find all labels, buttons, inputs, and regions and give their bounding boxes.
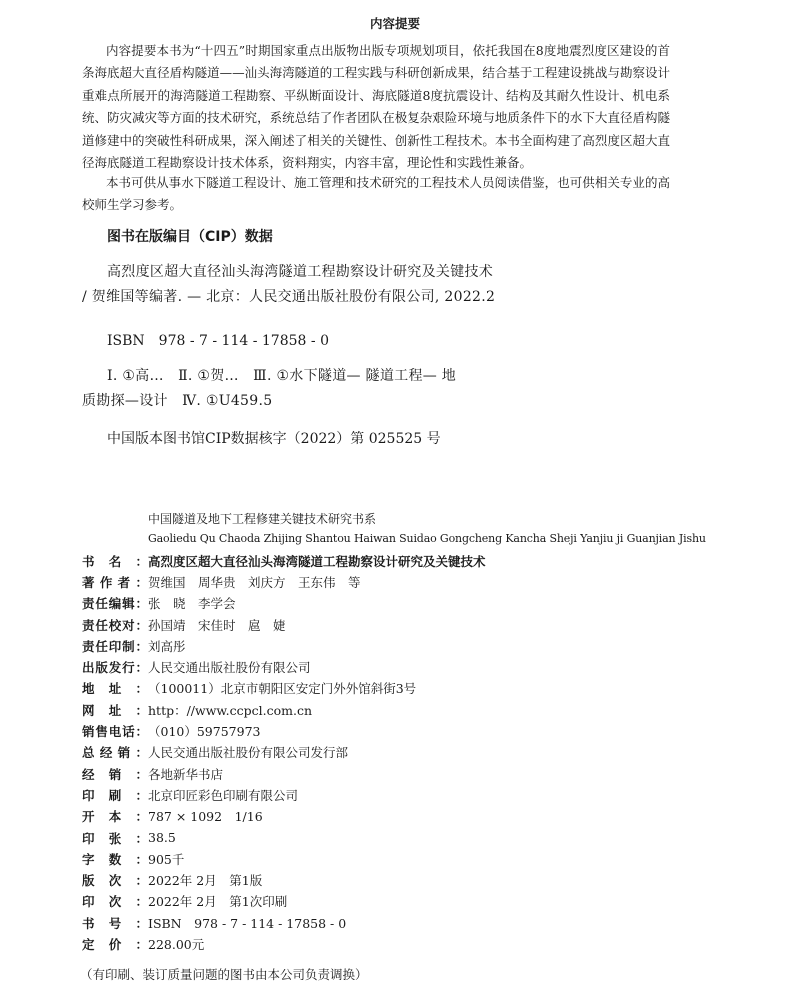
colophon-row <box>82 912 762 933</box>
colophon-label: 印 刷 ： <box>82 787 148 803</box>
colophon-value: 刘高彤 <box>148 638 186 654</box>
colophon-label: 定 价 ： <box>82 936 148 952</box>
colophon-label: 总 经 销 ： <box>82 745 148 761</box>
colophon-label: 责 任 编 辑 ： <box>82 596 148 612</box>
colophon-row <box>82 571 762 592</box>
colophon-label: 字 数 ： <box>82 851 148 867</box>
colophon-value: 2022年 2月 第1版 <box>148 873 263 889</box>
colophon-row <box>82 550 762 571</box>
colophon-label: 责 任 校 对 ： <box>82 617 148 633</box>
colophon-row <box>82 869 762 890</box>
cip-isbn: ISBN 978 - 7 - 114 - 17858 - 0 <box>107 333 329 349</box>
cip-entry: 高烈度区超大直径汕头海湾隧道工程勘察设计研究及关键技术 / 贺维国等编著. — 北京：人民交通出版社股份有限公司, 2022.2 <box>82 264 496 305</box>
colophon-row <box>82 806 762 827</box>
colophon-value: 2022年 2月 第1次印刷 <box>148 894 288 910</box>
summary-paragraph-2: 本书可供从事水下隧道工程设计、施工管理和技术研究的工程技术人员阅读借鉴，也可供相关专业的高校师生学习参考。 <box>82 175 670 213</box>
quality-note: （有印刷、装订质量问题的图书由本公司负责调换） <box>80 967 368 982</box>
colophon-table <box>82 550 762 955</box>
colophon-row <box>82 656 762 677</box>
colophon-row <box>82 933 762 954</box>
colophon-row <box>82 742 762 763</box>
colophon-row <box>82 848 762 869</box>
colophon-label: 书 号 ： <box>82 915 148 931</box>
colophon-label: 经 销 ： <box>82 766 148 782</box>
colophon-row <box>82 678 762 699</box>
colophon-row <box>82 784 762 805</box>
colophon-label: 销 售 电 话 ： <box>82 724 148 740</box>
colophon-value: 787 × 1092 1/16 <box>148 809 263 825</box>
series-pinyin: Gaoliedu Qu Chaoda Zhijing Shantou Haiwan Suidao Gongcheng Kancha Sheji Yanjiu ji Guanjian Jishu <box>148 532 706 545</box>
colophon-row <box>82 763 762 784</box>
cip-classification: Ⅰ. ①高… Ⅱ. ①贺… Ⅲ. ①水下隧道— 隧道工程— 地质勘探—设计 Ⅳ. ①U459.5 <box>82 368 457 409</box>
colophon-label: 出 版 发 行 ： <box>82 660 148 676</box>
cip-record-number: 中国版本图书馆CIP数据核字（2022）第 025525 号 <box>107 431 441 447</box>
colophon-value: 人民交通出版社股份有限公司 <box>148 660 311 676</box>
colophon-row <box>82 614 762 635</box>
colophon-row <box>82 720 762 741</box>
colophon-value: 905千 <box>148 851 185 867</box>
colophon-label: 地 址 ： <box>82 681 148 697</box>
colophon-value: http：//www.ccpcl.com.cn <box>148 702 312 718</box>
colophon-label: 著 作 者 ： <box>82 574 148 590</box>
colophon-value: 人民交通出版社股份有限公司发行部 <box>148 745 349 761</box>
series-name: 中国隧道及地下工程修建关键技术研究书系 <box>148 512 377 526</box>
colophon-row <box>82 699 762 720</box>
colophon-value: 北京印匠彩色印刷有限公司 <box>148 787 299 803</box>
colophon-label: 开 本 ： <box>82 809 148 825</box>
colophon-label: 印 次 ： <box>82 894 148 910</box>
cip-heading: 图书在版编目（CIP）数据 <box>107 229 273 245</box>
colophon-value: 高烈度区超大直径汕头海湾隧道工程勘察设计研究及关键技术 <box>148 553 486 569</box>
colophon-value: 228.00元 <box>148 936 205 952</box>
colophon-row <box>82 635 762 656</box>
colophon-value: 38.5 <box>148 830 176 845</box>
colophon-label: 书 名 ： <box>82 553 148 569</box>
colophon-label: 责 任 印 制 ： <box>82 638 148 654</box>
colophon-row <box>82 827 762 848</box>
colophon-value: 各地新华书店 <box>148 766 224 782</box>
colophon-value: 张 晓 李学会 <box>148 596 236 612</box>
colophon-label: 网 址 ： <box>82 702 148 718</box>
colophon-label: 版 次 ： <box>82 873 148 889</box>
summary-title: 内容提要 <box>369 16 420 31</box>
colophon-value: ISBN 978 - 7 - 114 - 17858 - 0 <box>148 915 347 931</box>
summary-paragraph-1: 内容提要本书为“十四五”时期国家重点出版物出版专项规划项目，依托我国在8度地震烈度区建设的首条海底超大直径盾构隧道——汕头海湾隧道的工程实践与科研创新成果，结合基于工程建设挑战与勘察设计重难点所展开的海湾隧道工程勘察、平纵断面设计、海底隧道8度抗震设计、结构及其耐久性设计、机电系统、防灾减灾等方面的技术研究，系统总结了作者团队在极复杂艰险环境与地质条件下的水下大直径盾构隧道修建中的突破性科研成果，深入阐述了相关的关键性、创新性工程技术。本书全面构建了高烈度区超大直径海底隧道工程勘察设计技术体系，资料翔实，内容丰富，理论性和实践性兼备。 <box>82 43 670 171</box>
colophon-row <box>82 891 762 912</box>
colophon-row <box>82 593 762 614</box>
colophon-value: 贺维国 周华贵 刘庆方 王东伟 等 <box>148 574 361 590</box>
colophon-value: 孙国靖 宋佳时 扈 婕 <box>148 617 286 633</box>
colophon-label: 印 张 ： <box>82 830 148 846</box>
colophon-value: （100011）北京市朝阳区安定门外外馆斜街3号 <box>148 681 417 697</box>
colophon-value: （010）59757973 <box>148 724 261 740</box>
